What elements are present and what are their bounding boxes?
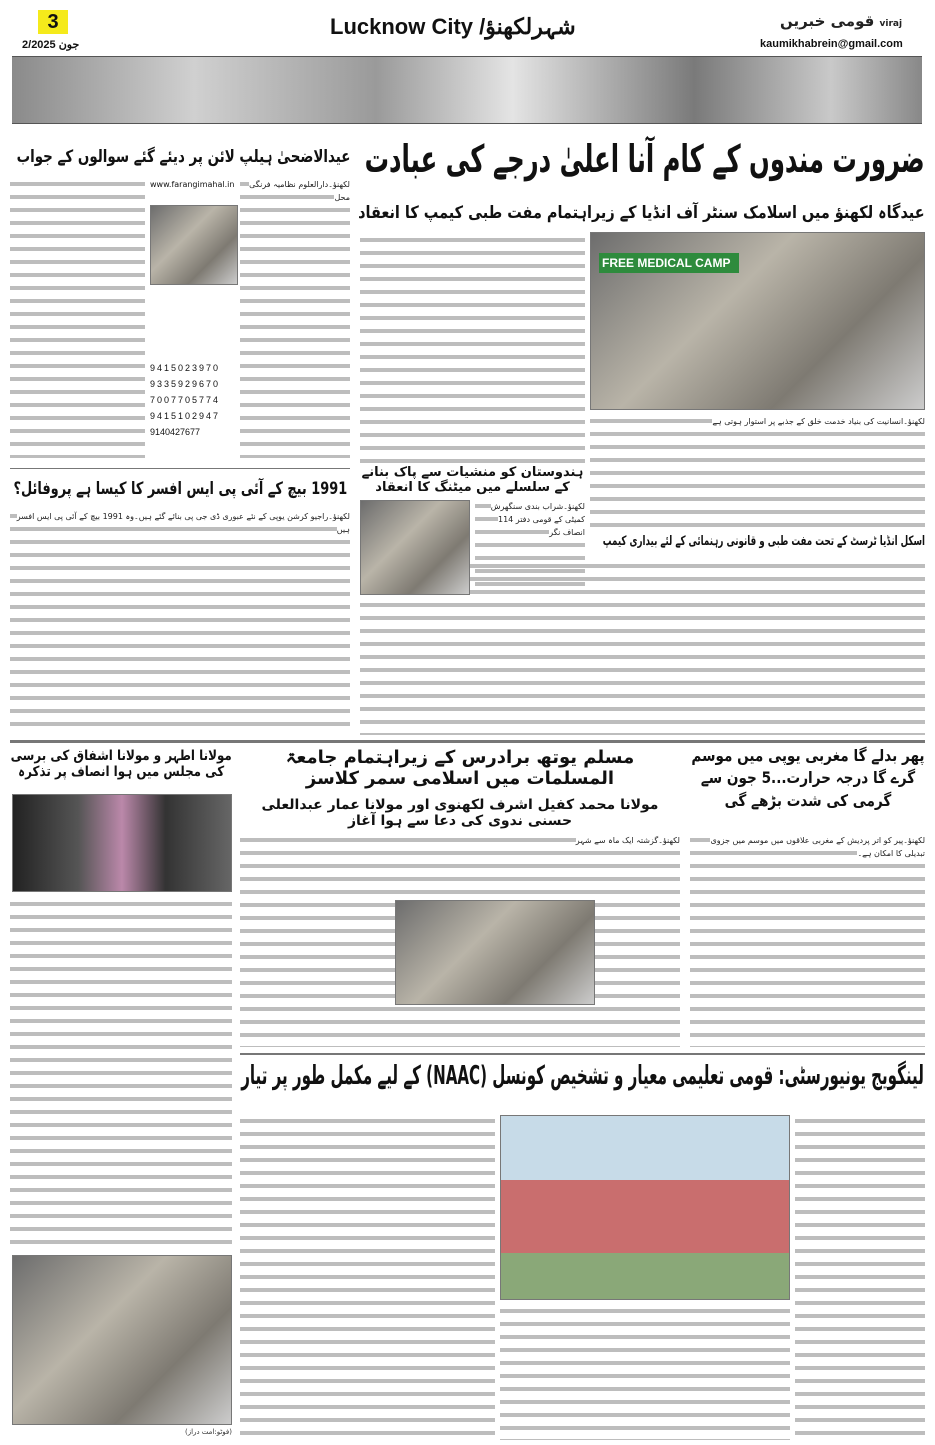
logo-text: قومی خبریں <box>780 12 875 30</box>
ips-headline: 1991 بیچ کے آئی پی ایس افسر کا کیسا ہے پروفائل؟ <box>10 480 350 500</box>
main-subheadline: عیدگاہ لکھنؤ میں اسلامک سنٹر آف انڈیا کے زیراہتمام مفت طبی کیمپ کا انعقاد <box>355 204 925 224</box>
weather-body: لکھنؤ۔پیر کو اتر پردیش کے مغربی علاقوں میں موسم میں جزوی تبدیلی کا امکان ہے۔ <box>690 834 925 1047</box>
drugs-body: لکھنؤ۔شراب بندی سنگھرش کمیٹی کے قومی دفتر 114 انصاف نگر <box>475 500 585 595</box>
lucknow-skyline-banner <box>12 56 922 124</box>
telephone-photo <box>150 205 238 285</box>
helpline-body: لکھنؤ۔دارالعلوم نظامیہ فرنگی محل <box>240 178 350 458</box>
main-article-body-2 <box>360 234 585 464</box>
section-divider <box>240 1053 925 1055</box>
contact-email[interactable]: kaumikhabrein@gmail.com <box>760 38 903 50</box>
summer-body: لکھنؤ۔گزشتہ ایک ماہ سے شہر <box>240 834 680 1047</box>
issue-date: 2/جون 2025 <box>22 39 80 51</box>
phone-number: 9415023970 <box>150 363 221 373</box>
divider <box>10 468 350 469</box>
majlis-speakers-photo <box>12 794 232 892</box>
prayer-photo <box>395 900 595 1005</box>
majlis-headline: مولانا اطہر و مولانا اشفاق کی برسی کی مجلس میں ہوا انصاف پر تذکرہ <box>10 748 232 781</box>
helpline-headline: عیدالاضحیٰ ہیلپ لائن پر دیئے گئے سوالوں کے جواب <box>10 148 350 168</box>
crowd-photo <box>12 1255 232 1425</box>
photo-banner-text: FREE MEDICAL CAMP <box>599 253 739 273</box>
phone-number: 9140427677 <box>150 427 201 437</box>
majlis-body <box>10 898 232 1248</box>
phone-number: 7007705774 <box>150 395 221 405</box>
summer-subheadline: مولانا محمد کفیل اشرف لکھنوی اور مولانا عمار عبدالعلی حسنی ندوی کی دعا سے ہوا آغاز <box>240 797 680 829</box>
skill-headline: اسکل انڈیا ٹرسٹ کے تحت مفت طبی و قانونی رہنمائی کے لئے بیداری کیمپ <box>590 535 925 550</box>
naac-headline: لینگویج یونیورسٹی: قومی تعلیمی معیار و تشخیص کونسل (NAAC) کے لیے مکمل طور پر تیار <box>241 1061 924 1091</box>
weather-headline: پھر بدلے گا مغربی یوپی میں موسم گرے گا درجہ حرارت...5 جون سے گرمی کی شدت بڑھے گی <box>690 745 925 812</box>
section-title: Lucknow City /شہرلکھنؤ <box>330 14 576 39</box>
meeting-group-photo <box>360 500 470 595</box>
phone-number: 9415102947 <box>150 411 221 421</box>
helpline-phone-list <box>150 360 220 440</box>
newspaper-logo <box>780 12 902 30</box>
summer-headline: مسلم یوتھ برادرس کے زیراہتمام جامعۃ المسلمات میں اسلامی سمر کلاسز <box>240 748 680 789</box>
page-number: 3 <box>38 10 68 34</box>
helpline-body-2 <box>10 178 145 458</box>
drugs-headline: ہندوستان کو منشیات سے پاک بنانے کے سلسلے میں میٹنگ کا انعقاد <box>361 465 584 495</box>
section-divider <box>10 740 925 743</box>
photo-credit: (فوٹو:امت دراز) <box>185 1428 232 1436</box>
naac-body-2 <box>500 1305 790 1440</box>
phone-number: 9335929670 <box>150 379 221 389</box>
main-article-body: لکھنؤ۔انسانیت کی بنیاد خدمت خلق کے جذبے پر استوار ہوتی ہے <box>590 415 925 530</box>
logo-mark: viraj <box>879 19 903 29</box>
ips-body: لکھنؤ۔راجیو کرشن یوپی کے نئے عبوری ڈی جی پی بنائے گئے ہیں۔وہ 1991 بیچ کے آئی پی ایس افسر ہیں <box>10 510 350 735</box>
naac-body-3 <box>795 1115 925 1440</box>
naac-body <box>240 1115 495 1440</box>
helpline-website[interactable]: www.farangimahal.in <box>150 180 238 189</box>
university-building-photo <box>500 1115 790 1300</box>
medical-camp-photo <box>590 232 925 410</box>
main-headline: ضرورت مندوں کے کام آنا اعلیٰ درجے کی عبادت <box>355 138 925 182</box>
